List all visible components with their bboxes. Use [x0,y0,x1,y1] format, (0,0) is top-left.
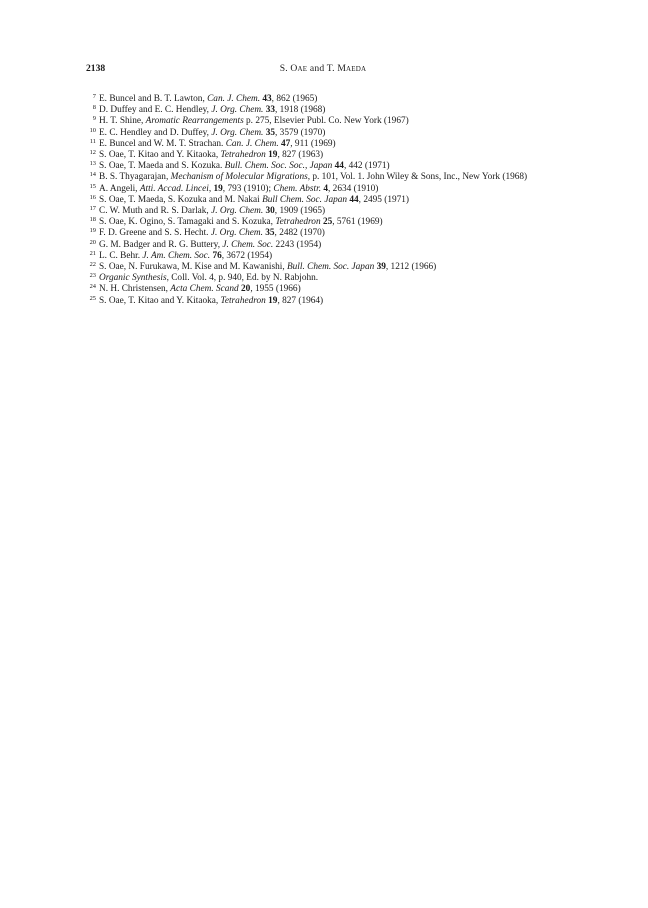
citation-title: J. Org. Chem. [211,105,264,116]
running-head-authors [86,62,560,76]
citation-text: , 442 (1971) [343,161,390,172]
reference-number: 18 [89,216,96,224]
reference-text [99,228,562,239]
reference-text [99,184,562,195]
author-2-surname: Maeda [337,63,367,74]
citation-title: Atti. Accad. Lincei [139,183,209,194]
citation-text: , 862 (1965) [271,94,318,104]
citation-title: Can. J. Chem. [207,94,261,104]
reference-number: 22 [89,261,96,269]
citation-text: S. Oae, T. Kitao and Y. Kitaoka, [99,150,221,161]
citation-title: Acta Chem. Scand [170,284,239,295]
citation-volume: 47 [280,138,291,149]
citation-text: D. Duffey and E. C. Hendley, [99,105,212,116]
citation-text: E. Buncel and W. M. T. Strachan. [99,138,226,149]
reference-text [99,217,562,228]
citation-text: G. M. Badger and R. G. Buttery, [99,239,223,250]
citation-text: , 5761 (1969) [332,217,383,228]
reference-entry [86,296,562,307]
citation-text: L. C. Behr. [99,250,143,261]
citation-title: Bull Chem. Soc. Japan [262,194,348,205]
citation-text: H. T. Shine, [99,116,146,127]
citation-volume: 39 [376,262,386,273]
reference-list [86,94,562,307]
reference-entry [86,139,562,150]
citation-text: , 3672 (1954) [221,250,273,261]
reference-text [99,206,562,217]
reference-text [99,296,562,307]
citation-text: F. D. Greene and S. S. Hecht. [99,228,211,239]
reference-number: 13 [89,160,96,168]
citation-text: , 2482 (1970) [274,228,325,239]
reference-entry [86,228,562,239]
citation-text: S. Oae, N. Furukawa, M. Kise and M. Kawanishi, [99,262,287,273]
citation-text: , 1909 (1965) [274,206,326,217]
reference-text [99,251,562,262]
citation-title: Organic Synthesis [99,273,167,284]
citation-title: J. Chem. Soc. [222,239,274,250]
citation-volume: 30 [265,206,275,217]
citation-text: , 2634 (1910) [328,183,379,194]
citation-text: , 3579 (1970) [275,127,326,138]
reference-number: 9 [92,115,96,123]
citation-volume: 19 [268,295,278,306]
reference-number: 14 [89,171,96,179]
author-joiner: and [307,63,327,74]
citation-volume: 76 [212,250,222,261]
reference-number: 12 [89,149,96,157]
reference-entry [86,161,562,172]
citation-title: J. Am. Chem. Soc. [142,250,211,261]
citation-title: Mechanism of Molecular Migrations [170,172,308,183]
reference-entry [86,172,562,183]
citation-text: E. Buncel and B. T. Lawton, [99,94,208,104]
reference-entry [86,273,562,284]
author-1-surname: Oae [290,63,308,74]
reference-number: 17 [89,205,96,213]
citation-text: , p. 101, Vol. 1. John Wiley & Sons, Inc., New York (1968) [307,172,528,183]
reference-number: 20 [89,238,96,246]
citation-title: J. Org. Chem. [211,127,264,138]
reference-text [99,161,562,172]
reference-number: 10 [89,126,96,134]
author-1-initial: S. [279,63,291,74]
reference-number: 7 [92,93,96,100]
reference-entry [86,184,562,195]
reference-text [99,116,562,127]
citation-volume: 19 [268,150,278,161]
citation-volume: 44 [349,194,359,205]
reference-number: 16 [89,193,96,201]
citation-title: Bull. Chem. Soc. Soc., Japan [224,161,333,172]
reference-number: 23 [89,272,96,280]
reference-number: 11 [89,137,96,145]
reference-text [99,195,562,206]
reference-entry [86,251,562,262]
citation-text: , 793 (1910); [222,183,274,194]
citation-text: , 1212 (1966) [385,262,437,273]
reference-entry [86,206,562,217]
citation-text: C. W. Muth and R. S. Darlak, [99,206,212,217]
page-number: 2138 [86,63,106,74]
citation-text: , 1955 (1966) [250,284,301,295]
citation-text: , [208,183,214,194]
reference-entry [86,284,562,295]
reference-text [99,105,562,116]
reference-entry [86,128,562,139]
reference-entry [86,262,562,273]
reference-number: 19 [89,227,96,235]
reference-number: 21 [89,249,96,257]
citation-title: J. Org. Chem. [211,206,264,217]
citation-text: p. 275, Elsevier Publ. Co. New York (1967) [243,116,409,127]
reference-text [99,284,562,295]
citation-text: S. Oae, T. Kitao and Y. Kitaoka, [99,295,221,306]
citation-text: B. S. Thyagarajan, [99,172,171,183]
citation-text: S. Oae, T. Maeda, S. Kozuka and M. Nakai [99,194,263,205]
reference-number: 15 [89,182,96,190]
reference-text [99,262,562,273]
citation-volume: 33 [265,105,276,116]
citation-title: Tetrahedron [275,217,321,228]
reference-entry [86,116,562,127]
citation-title: Can. J. Chem. [225,138,279,149]
citation-text: , 827 (1963) [277,150,324,161]
citation-volume: 20 [241,284,251,295]
reference-entry [86,150,562,161]
reference-text [99,139,562,150]
reference-text [99,240,562,251]
citation-volume: 44 [334,161,344,172]
author-2-initial: T. [326,63,338,74]
reference-number: 25 [89,294,96,302]
citation-title: Aromatic Rearrangements [145,116,244,127]
reference-entry [86,240,562,251]
reference-text [99,150,562,161]
citation-volume: 35 [265,127,276,138]
reference-text [99,128,562,139]
citation-title: Tetrahedron [220,295,266,306]
reference-entry [86,94,562,105]
citation-text: , Coll. Vol. 4, p. 940, Ed. by N. Rabjohn. [166,273,319,284]
reference-entry [86,105,562,116]
citation-volume: 19 [213,183,223,194]
reference-number: 8 [92,104,96,112]
citation-title: Chem. Abstr. [273,183,322,194]
reference-number: 24 [89,283,96,291]
citation-text: S. Oae, K. Ogino, S. Tamagaki and S. Kozuka, [99,217,276,228]
citation-text: , 911 (1969) [290,138,336,149]
citation-text: , 827 (1964) [277,295,324,306]
page-header [86,62,560,76]
citation-text: E. C. Hendley and D. Duffey, [99,127,212,138]
citation-text: N. H. Christensen, [99,284,171,295]
citation-text: 2243 (1954) [273,239,322,250]
citation-volume: 43 [262,94,272,104]
reference-entry [86,195,562,206]
reference-text [99,94,562,105]
citation-title: Bull. Chem. Soc. Japan [286,262,375,273]
reference-text [99,273,562,284]
reference-entry [86,217,562,228]
citation-volume: 25 [322,217,333,228]
reference-text [99,172,562,183]
citation-title: J. Org. Chem. [210,228,263,239]
citation-volume: 35 [265,228,275,239]
citation-text: S. Oae, T. Maeda and S. Kozuka. [99,161,225,172]
citation-volume: 4 [323,183,329,194]
citation-text: , 2495 (1971) [358,194,410,205]
citation-title: Tetrahedron [220,150,266,161]
citation-text: , 1918 (1968) [275,105,326,116]
citation-text: A. Angeli, [99,183,140,194]
